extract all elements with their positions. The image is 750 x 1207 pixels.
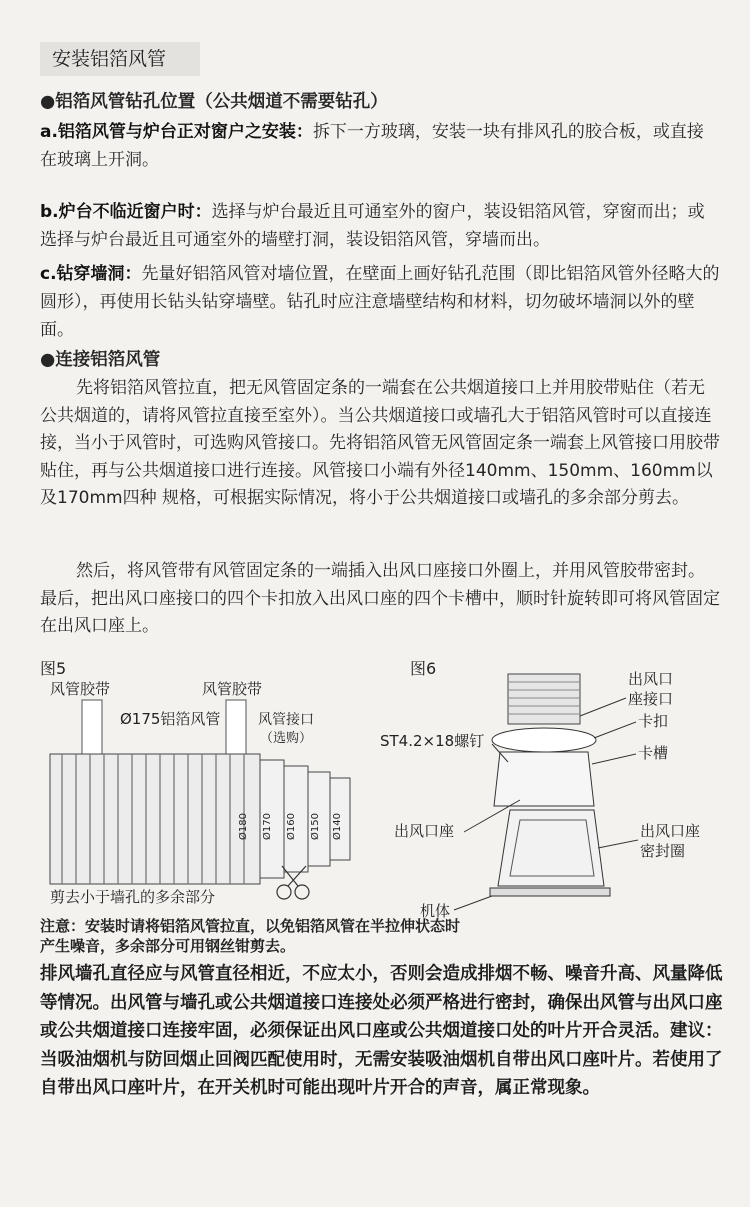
drill-item-a-text: 拆下一方玻璃，安装一块有排风孔的胶合板，或直接在玻璃上开洞。: [40, 122, 704, 170]
drill-item-c: [40, 260, 720, 344]
fig5-tape-left: 风管胶带: [50, 680, 111, 698]
fig6-screw: ST4.2×18螺钉: [380, 732, 485, 750]
fig5-size-140: Ø140: [332, 813, 343, 840]
fig6-outlet-adapter-2: 座接口: [628, 690, 674, 708]
connect-para-1: 先将铝箔风管拉直，把无风管固定条的一端套在公共烟道接口上并用胶带贴住（若无公共烟道的，请将风管拉直接至室外）。当公共烟道接口或墙孔大于铝箔风管时可以直接连接，当小于风管时，可选购风管接口。先将铝箔风管无风管固定条一端套上风管接口用胶带贴住，再与公共烟道接口进行连接。风管接口小端有外径140mm、150mm、160mm以及170mm四种 规格，可根据实际情况，将小于公共烟道接口或墙孔的多余部分剪去。: [40, 378, 720, 508]
fig6-leader-seal: [598, 840, 638, 848]
fig6-diagram: [380, 660, 730, 918]
drill-item-b-label: b.炉台不临近窗户时：: [40, 202, 212, 222]
fig6-seal-1: 出风口座: [640, 822, 701, 840]
fig6-leader-body: [454, 896, 492, 910]
connect-heading: ●连接铝箔风管: [40, 350, 161, 370]
fig5-adapter-note: （选购）: [260, 731, 313, 746]
fig6-clip: 卡扣: [638, 712, 669, 730]
fig5-label: 图5: [40, 659, 67, 678]
fig6-seal-plate: [498, 810, 604, 886]
fig6-slot: 卡槽: [638, 744, 669, 762]
fig5-size-180: Ø180: [238, 813, 249, 840]
fig6-body: [490, 888, 610, 896]
connect-para-2: 然后，将风管带有风管固定条的一端插入出风口座接口外圈上，并用风管胶带密封。最后，把出风口座接口的四个卡扣放入出风口座的四个卡槽中，顺时针旋转即可将风管固定在出风口座上。: [40, 561, 720, 636]
drill-heading: ●铝箔风管钻孔位置（公共烟道不需要钻孔）: [40, 92, 388, 112]
drill-item-a: [40, 118, 720, 174]
drill-item-b: [40, 198, 720, 254]
fig6-leader-clip: [594, 722, 636, 738]
drill-item-c-label: c.钻穿墙洞：: [40, 264, 142, 284]
fig5-size-160: Ø160: [286, 813, 297, 840]
fig5-size-170: Ø170: [262, 813, 273, 840]
fig5-tape-right: 风管胶带: [202, 680, 263, 698]
fig6-leader-slot: [592, 754, 636, 764]
fig5-adapter-label: 风管接口: [258, 712, 314, 728]
fig5-size-150: Ø150: [310, 813, 321, 840]
drill-item-c-text: 先量好铝箔风管对墙位置，在壁面上画好钻孔范围（即比铝箔风管外径略大的圆形），再使用长钻头钻穿墙壁。钻孔时应注意墙壁结构和材料，切勿破坏墙洞以外的壁面。: [40, 264, 720, 340]
section-title: 安装铝箔风管: [40, 42, 200, 76]
fig6-outlet-seat-label: 出风口座: [394, 822, 455, 840]
fig6-adapter-ring: [492, 728, 596, 752]
drill-item-a-label: a.铝箔风管与炉台正对窗户之安装：: [40, 122, 313, 142]
final-paragraph: 排风墙孔直径应与风管直径相近，不应太小，否则会造成排烟不畅、噪音升高、风量降低等情况。出风管与墙孔或公共烟道接口连接处必须严格进行密封，确保出风管与出风口座或公共烟道接口连接牢固，必须保证出风口座或公共烟道接口处的叶片开合灵活。建议：当吸油烟机与防回烟止回阀匹配使用时，无需安装吸油烟机自带出风口座叶片。若使用了自带出风口座叶片，在开关机时可能出现叶片开合的声音，属正常现象。: [40, 964, 723, 1098]
fig5-diagram: [36, 670, 376, 910]
fig5-duct-body: [50, 754, 260, 884]
fig6-leader-adapter: [580, 698, 626, 716]
fig6-label: 图6: [410, 659, 437, 678]
fig6-outlet-adapter-1: 出风口: [628, 670, 674, 688]
install-note: 注意：安装时请将铝箔风管拉直，以免铝箔风管在半拉伸状态时产生噪音，多余部分可用钢丝钳剪去。: [40, 917, 461, 955]
fig5-duct-label: Ø175铝箔风管: [120, 710, 221, 728]
drill-item-b-text: 选择与炉台最近且可通室外的窗户，装设铝箔风管，穿窗而出；或选择与炉台最近且可通室外的墙壁打洞，装设铝箔风管，穿墙而出。: [40, 202, 705, 250]
fig5-cut-note: 剪去小于墙孔的多余部分: [50, 888, 216, 906]
fig6-body-label: 机体: [420, 902, 451, 918]
fig6-outlet-seat: [494, 752, 594, 806]
fig6-seal-2: 密封圈: [640, 842, 686, 860]
